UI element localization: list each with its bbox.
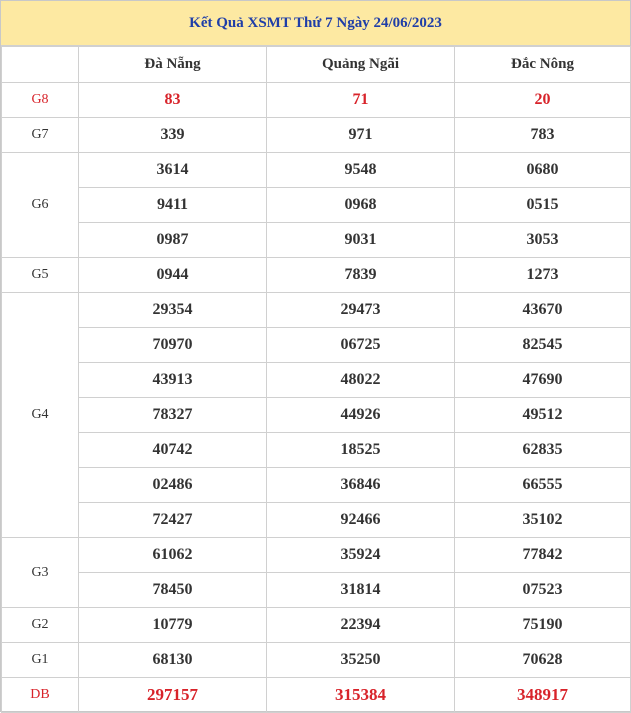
prize-number: 07523: [455, 573, 631, 608]
prize-row: [2, 118, 631, 153]
prize-number: 22394: [267, 608, 455, 643]
prize-number: 06725: [267, 328, 455, 363]
prize-number: 3614: [79, 153, 267, 188]
prize-number: 20: [455, 83, 631, 118]
prize-number: 783: [455, 118, 631, 153]
prize-number: 40742: [79, 433, 267, 468]
prize-number: 971: [267, 118, 455, 153]
prize-row: [2, 258, 631, 293]
prize-number: 0968: [267, 188, 455, 223]
prize-number: 70970: [79, 328, 267, 363]
prize-number: 44926: [267, 398, 455, 433]
prize-number: 78450: [79, 573, 267, 608]
prize-row: [2, 608, 631, 643]
prize-number: 0987: [79, 223, 267, 258]
prize-number: 9411: [79, 188, 267, 223]
prize-number: 29473: [267, 293, 455, 328]
header-province: Đắc Nông: [455, 47, 631, 83]
prize-number: 0944: [79, 258, 267, 293]
prize-row: [2, 293, 631, 328]
prize-number: 49512: [455, 398, 631, 433]
prize-number: 9031: [267, 223, 455, 258]
prize-row: [2, 328, 631, 363]
prize-label: G2: [2, 608, 79, 643]
prize-row: [2, 433, 631, 468]
results-body: [2, 83, 631, 713]
prize-number: 35102: [455, 503, 631, 538]
prize-number: 92466: [267, 503, 455, 538]
prize-row: [2, 363, 631, 398]
prize-number: 297157: [79, 678, 267, 713]
prize-number: 70628: [455, 643, 631, 678]
prize-number: 78327: [79, 398, 267, 433]
prize-number: 43670: [455, 293, 631, 328]
prize-number: 75190: [455, 608, 631, 643]
prize-row: [2, 223, 631, 258]
prize-number: 0515: [455, 188, 631, 223]
prize-row: [2, 678, 631, 713]
prize-label: G3: [2, 538, 79, 608]
prize-number: 36846: [267, 468, 455, 503]
prize-number: 7839: [267, 258, 455, 293]
prize-label: G7: [2, 118, 79, 153]
prize-row: [2, 538, 631, 573]
prize-label: G4: [2, 293, 79, 538]
prize-number: 29354: [79, 293, 267, 328]
prize-number: 83: [79, 83, 267, 118]
prize-number: 18525: [267, 433, 455, 468]
prize-number: 66555: [455, 468, 631, 503]
prize-number: 348917: [455, 678, 631, 713]
prize-number: 47690: [455, 363, 631, 398]
prize-number: 62835: [455, 433, 631, 468]
prize-number: 35924: [267, 538, 455, 573]
prize-number: 10779: [79, 608, 267, 643]
prize-number: 43913: [79, 363, 267, 398]
prize-number: 77842: [455, 538, 631, 573]
prize-row: [2, 503, 631, 538]
prize-number: 68130: [79, 643, 267, 678]
prize-row: [2, 153, 631, 188]
prize-number: 61062: [79, 538, 267, 573]
prize-row: [2, 398, 631, 433]
prize-label: G6: [2, 153, 79, 258]
prize-number: 02486: [79, 468, 267, 503]
prize-row: [2, 83, 631, 118]
prize-number: 72427: [79, 503, 267, 538]
prize-row: [2, 573, 631, 608]
header-province: Quảng Ngãi: [267, 47, 455, 83]
title-bar: [1, 1, 630, 46]
page-title: Kết Quả XSMT Thứ 7 Ngày 24/06/2023: [189, 14, 442, 31]
prize-label: G8: [2, 83, 79, 118]
prize-number: 31814: [267, 573, 455, 608]
prize-label: G1: [2, 643, 79, 678]
prize-number: 0680: [455, 153, 631, 188]
prize-row: [2, 468, 631, 503]
prize-number: 82545: [455, 328, 631, 363]
results-table: [1, 46, 631, 713]
prize-number: 71: [267, 83, 455, 118]
prize-label: G5: [2, 258, 79, 293]
prize-number: 3053: [455, 223, 631, 258]
prize-number: 35250: [267, 643, 455, 678]
prize-row: [2, 188, 631, 223]
prize-row: [2, 643, 631, 678]
prize-label: DB: [2, 678, 79, 713]
header-row: [2, 47, 631, 83]
prize-number: 315384: [267, 678, 455, 713]
header-blank: [2, 47, 79, 83]
prize-number: 339: [79, 118, 267, 153]
prize-number: 9548: [267, 153, 455, 188]
prize-number: 1273: [455, 258, 631, 293]
prize-number: 48022: [267, 363, 455, 398]
header-province: Đà Nẵng: [79, 47, 267, 83]
